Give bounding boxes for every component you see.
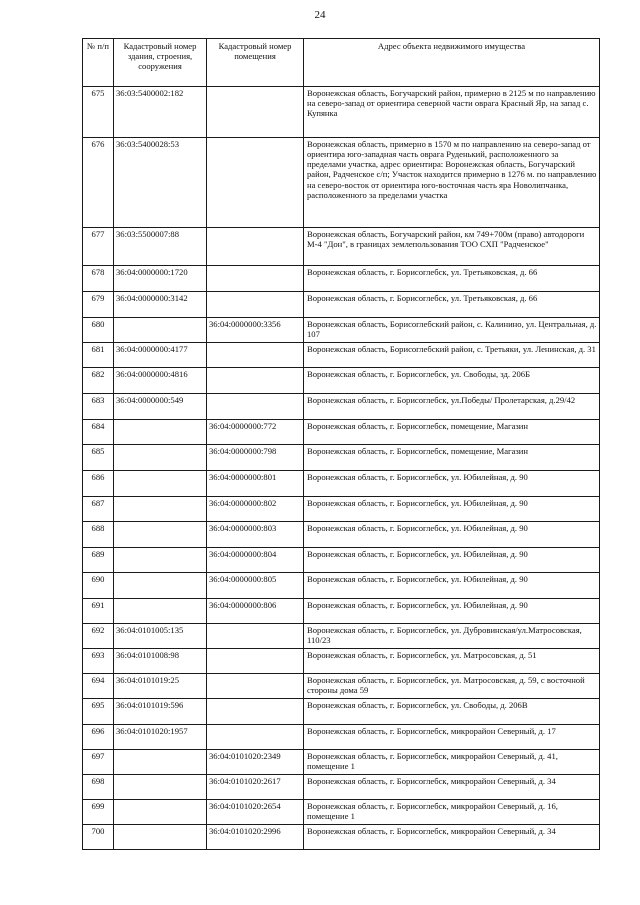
room-cadastral-number: 36:04:0101020:2654 <box>207 800 304 825</box>
object-address: Воронежская область, г. Борисоглебск, микрорайон Северный, д. 16, помещение 1 <box>304 800 600 825</box>
building-cadastral-number <box>114 420 207 445</box>
table-row <box>83 725 600 750</box>
table-header-row <box>83 39 600 87</box>
room-cadastral-number <box>207 138 304 228</box>
room-cadastral-number <box>207 87 304 138</box>
row-number: 686 <box>83 471 114 497</box>
room-cadastral-number <box>207 228 304 266</box>
row-number: 684 <box>83 420 114 445</box>
room-cadastral-number: 36:04:0000000:803 <box>207 522 304 548</box>
table-row <box>83 368 600 394</box>
table-row <box>83 318 600 343</box>
page-number: 24 <box>314 9 326 21</box>
building-cadastral-number <box>114 522 207 548</box>
row-number: 679 <box>83 292 114 318</box>
object-address: Воронежская область, г. Борисоглебск, ул. Юбилейная, д. 90 <box>304 522 600 548</box>
row-number: 678 <box>83 266 114 292</box>
row-number: 688 <box>83 522 114 548</box>
row-number: 681 <box>83 343 114 368</box>
row-number: 691 <box>83 599 114 624</box>
object-address: Воронежская область, Борисоглебский район, с. Третьяки, ул. Ленинская, д. 31 <box>304 343 600 368</box>
building-cadastral-number: 36:04:0000000:549 <box>114 394 207 420</box>
row-number: 692 <box>83 624 114 649</box>
room-cadastral-number <box>207 368 304 394</box>
room-cadastral-number: 36:04:0101020:2349 <box>207 750 304 775</box>
building-cadastral-number: 36:03:5400002:182 <box>114 87 207 138</box>
table-row <box>83 522 600 548</box>
building-cadastral-number <box>114 573 207 599</box>
object-address: Воронежская область, г. Борисоглебск, ул. Юбилейная, д. 90 <box>304 471 600 497</box>
table-row <box>83 800 600 825</box>
row-number: 693 <box>83 649 114 674</box>
table-row <box>83 573 600 599</box>
row-number: 698 <box>83 775 114 800</box>
row-number: 694 <box>83 674 114 699</box>
room-cadastral-number <box>207 725 304 750</box>
object-address: Воронежская область, г. Борисоглебск, ул. Свободы, д. 206В <box>304 699 600 725</box>
row-number: 676 <box>83 138 114 228</box>
object-address: Воронежская область, Богучарский район, км 749+700м (право) автодороги М-4 "Дон", в границах землепользования ТОО СХП "Радченское" <box>304 228 600 266</box>
object-address: Воронежская область, г. Борисоглебск, ул. Матросовская, д. 59, с восточной стороны дома 59 <box>304 674 600 699</box>
building-cadastral-number <box>114 497 207 522</box>
table-row <box>83 674 600 699</box>
header-building-cadastral-number: Кадастровый номер здания, строения, сооружения <box>114 39 207 87</box>
room-cadastral-number <box>207 674 304 699</box>
object-address: Воронежская область, Богучарский район, примерно в 2125 м по направлению на северо-запад от ориентира северной части оврага Красный Яр, на запад с. Купянка <box>304 87 600 138</box>
object-address: Воронежская область, г. Борисоглебск, ул. Юбилейная, д. 90 <box>304 497 600 522</box>
room-cadastral-number: 36:04:0000000:804 <box>207 548 304 573</box>
header-room-cadastral-number: Кадастровый номер помещения <box>207 39 304 87</box>
table-row <box>83 471 600 497</box>
building-cadastral-number: 36:04:0101019:596 <box>114 699 207 725</box>
room-cadastral-number: 36:04:0000000:802 <box>207 497 304 522</box>
object-address: Воронежская область, г. Борисоглебск, ул. Юбилейная, д. 90 <box>304 573 600 599</box>
table-row <box>83 548 600 573</box>
table-row <box>83 292 600 318</box>
row-number: 697 <box>83 750 114 775</box>
room-cadastral-number: 36:04:0000000:798 <box>207 445 304 471</box>
table-row <box>83 775 600 800</box>
object-address: Воронежская область, Борисоглебский район, с. Калинино, ул. Центральная, д. 107 <box>304 318 600 343</box>
building-cadastral-number: 36:04:0000000:3142 <box>114 292 207 318</box>
room-cadastral-number <box>207 624 304 649</box>
table-row <box>83 750 600 775</box>
header-address: Адрес объекта недвижимого имущества <box>304 39 600 87</box>
table-row <box>83 87 600 138</box>
room-cadastral-number <box>207 343 304 368</box>
row-number: 675 <box>83 87 114 138</box>
building-cadastral-number <box>114 471 207 497</box>
object-address: Воронежская область, г. Борисоглебск, ул. Дубровинская/ул.Матросовская, 110/23 <box>304 624 600 649</box>
row-number: 685 <box>83 445 114 471</box>
object-address: Воронежская область, г. Борисоглебск, ул. Третьяковская, д. 66 <box>304 266 600 292</box>
building-cadastral-number <box>114 445 207 471</box>
table-row <box>83 228 600 266</box>
room-cadastral-number: 36:04:0000000:3356 <box>207 318 304 343</box>
table-row <box>83 394 600 420</box>
room-cadastral-number <box>207 292 304 318</box>
table-row <box>83 266 600 292</box>
building-cadastral-number: 36:04:0101019:25 <box>114 674 207 699</box>
object-address: Воронежская область, г. Борисоглебск, помещение, Магазин <box>304 445 600 471</box>
row-number: 689 <box>83 548 114 573</box>
row-number: 687 <box>83 497 114 522</box>
table-row <box>83 649 600 674</box>
table-row <box>83 624 600 649</box>
building-cadastral-number: 36:04:0000000:4177 <box>114 343 207 368</box>
room-cadastral-number <box>207 394 304 420</box>
building-cadastral-number <box>114 548 207 573</box>
table-row <box>83 825 600 850</box>
room-cadastral-number: 36:04:0000000:772 <box>207 420 304 445</box>
room-cadastral-number: 36:04:0101020:2617 <box>207 775 304 800</box>
row-number: 690 <box>83 573 114 599</box>
row-number: 696 <box>83 725 114 750</box>
object-address: Воронежская область, г. Борисоглебск, ул. Третьяковская, д. 66 <box>304 292 600 318</box>
object-address: Воронежская область, г. Борисоглебск, ул. Юбилейная, д. 90 <box>304 599 600 624</box>
object-address: Воронежская область, примерно в 1570 м по направлению на северо-запад от ориентира юго-западная часть оврага Руденький, расположенного за пределами участка, адрес ориентира: Воронежская область, Богучарский район, Радченское с/п; Участок находится примерно в 1276 м. по направлению на северо-восток от ориентира юго-восточная часть яра Новолипчанка, расположенного за пределами участка <box>304 138 600 228</box>
building-cadastral-number: 36:03:5500007:88 <box>114 228 207 266</box>
table-row <box>83 699 600 725</box>
row-number: 677 <box>83 228 114 266</box>
building-cadastral-number: 36:04:0101005:135 <box>114 624 207 649</box>
object-address: Воронежская область, г. Борисоглебск, ул.Победы/ Пролетарская, д.29/42 <box>304 394 600 420</box>
table-row <box>83 138 600 228</box>
object-address: Воронежская область, г. Борисоглебск, микрорайон Северный, д. 34 <box>304 775 600 800</box>
building-cadastral-number <box>114 800 207 825</box>
object-address: Воронежская область, г. Борисоглебск, ул. Матросовская, д. 51 <box>304 649 600 674</box>
row-number: 682 <box>83 368 114 394</box>
table-row <box>83 445 600 471</box>
table-row <box>83 420 600 445</box>
row-number: 683 <box>83 394 114 420</box>
property-registry-table <box>82 38 600 850</box>
row-number: 680 <box>83 318 114 343</box>
room-cadastral-number: 36:04:0000000:801 <box>207 471 304 497</box>
header-number: № п/п <box>83 39 114 87</box>
table-body <box>83 87 600 850</box>
table-row <box>83 497 600 522</box>
object-address: Воронежская область, г. Борисоглебск, микрорайон Северный, д. 17 <box>304 725 600 750</box>
building-cadastral-number: 36:03:5400028:53 <box>114 138 207 228</box>
object-address: Воронежская область, г. Борисоглебск, помещение, Магазин <box>304 420 600 445</box>
building-cadastral-number: 36:04:0000000:4816 <box>114 368 207 394</box>
room-cadastral-number <box>207 266 304 292</box>
room-cadastral-number: 36:04:0000000:806 <box>207 599 304 624</box>
building-cadastral-number <box>114 318 207 343</box>
object-address: Воронежская область, г. Борисоглебск, ул. Свободы, зд. 206Б <box>304 368 600 394</box>
table-row <box>83 599 600 624</box>
row-number: 700 <box>83 825 114 850</box>
row-number: 699 <box>83 800 114 825</box>
building-cadastral-number <box>114 750 207 775</box>
room-cadastral-number <box>207 649 304 674</box>
building-cadastral-number <box>114 775 207 800</box>
building-cadastral-number <box>114 599 207 624</box>
building-cadastral-number: 36:04:0101020:1957 <box>114 725 207 750</box>
building-cadastral-number: 36:04:0101008:98 <box>114 649 207 674</box>
table-row <box>83 343 600 368</box>
object-address: Воронежская область, г. Борисоглебск, ул. Юбилейная, д. 90 <box>304 548 600 573</box>
building-cadastral-number <box>114 825 207 850</box>
object-address: Воронежская область, г. Борисоглебск, микрорайон Северный, д. 41, помещение 1 <box>304 750 600 775</box>
object-address: Воронежская область, г. Борисоглебск, микрорайон Северный, д. 34 <box>304 825 600 850</box>
building-cadastral-number: 36:04:0000000:1720 <box>114 266 207 292</box>
room-cadastral-number: 36:04:0000000:805 <box>207 573 304 599</box>
row-number: 695 <box>83 699 114 725</box>
room-cadastral-number: 36:04:0101020:2996 <box>207 825 304 850</box>
room-cadastral-number <box>207 699 304 725</box>
